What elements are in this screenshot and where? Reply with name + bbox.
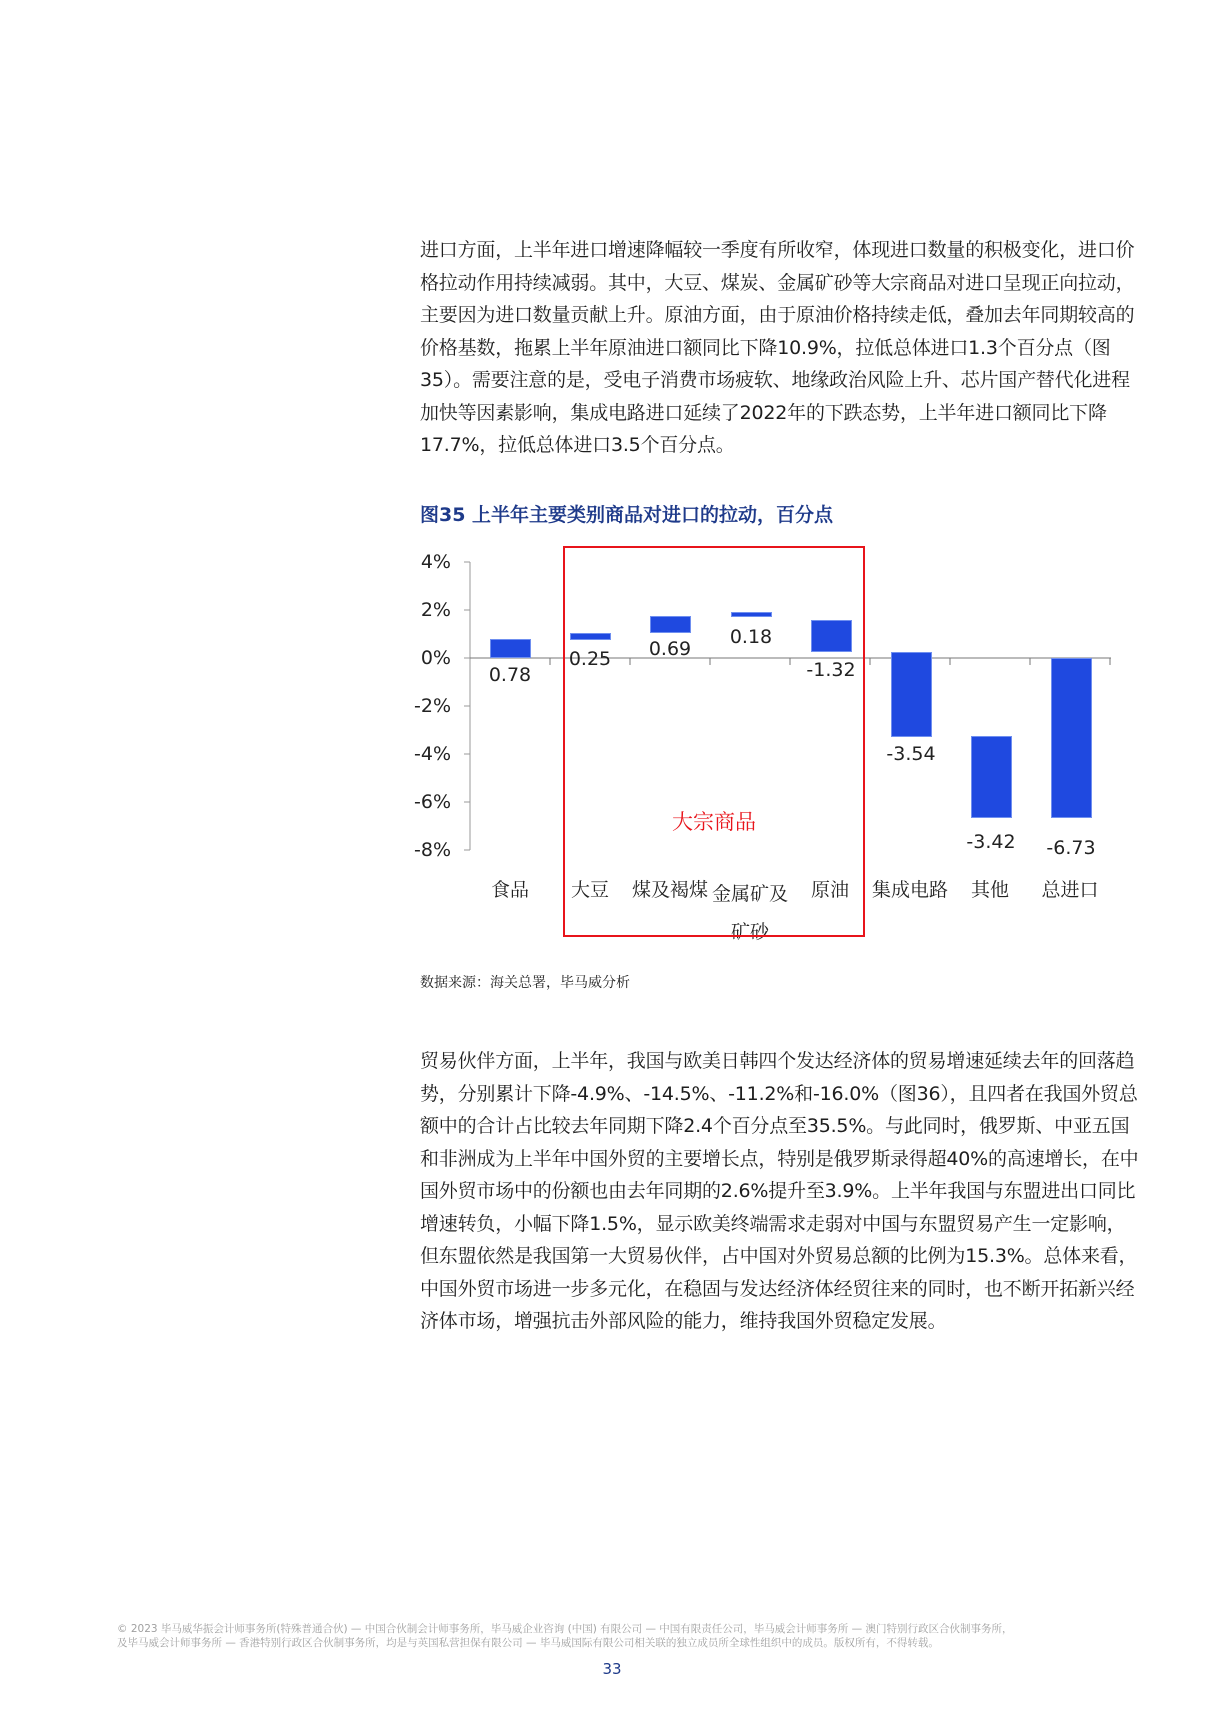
value-label-metal-ore: 0.18: [729, 626, 773, 648]
bar-soybean: [570, 633, 611, 640]
footer-copyright: [117, 1622, 1117, 1650]
x-label-other: 其他: [970, 879, 1009, 901]
y-tick-4: 4%: [420, 551, 451, 573]
x-label-total-import: 总进口: [1041, 879, 1099, 901]
y-tick-neg8: -8%: [414, 839, 451, 861]
x-label-crude-oil: 原油: [810, 879, 849, 901]
y-tick-neg2: -2%: [414, 695, 451, 717]
y-tick-2: 2%: [420, 599, 451, 621]
value-label-integrated-circuit: -3.54: [886, 743, 936, 765]
bar-metal-ore: [731, 612, 772, 617]
y-tick-neg4: -4%: [414, 743, 451, 765]
y-tick-neg6: -6%: [414, 791, 451, 813]
x-label-integrated-circuit: 集成电路: [871, 879, 948, 901]
value-label-total-import: -6.73: [1046, 837, 1096, 859]
x-label-coal: 煤及褐煤: [631, 879, 708, 901]
commodities-highlight-box: [563, 546, 865, 937]
x-label-metal-ore-line2: 矿砂: [730, 921, 769, 943]
figure-title: 图35 上半年主要类别商品对进口的拉动，百分点: [420, 504, 834, 526]
bar-other: [971, 736, 1012, 818]
footer-line-1: © 2023 毕马威华振会计师事务所(特殊普通合伙) — 中国合伙制会计师事务所，毕马威企业咨询 (中国) 有限公司 — 中国有限责任公司，毕马威会计师事务所 — 澳门特别行政区合伙制事务所，: [117, 1623, 1013, 1635]
bar-coal: [650, 616, 691, 633]
bar-food: [490, 639, 531, 658]
value-label-food: 0.78: [488, 664, 532, 686]
paragraph-trade-partners: [420, 1045, 1140, 1338]
x-label-food: 食品: [490, 879, 529, 901]
bar-integrated-circuit: [891, 652, 932, 737]
bar-total-import: [1051, 658, 1092, 818]
value-label-coal: 0.69: [648, 638, 692, 660]
x-label-metal-ore: [710, 875, 790, 951]
figure-source: 数据来源：海关总署，毕马威分析: [420, 975, 630, 991]
commodities-highlight-label: 大宗商品: [672, 810, 756, 834]
footer-line-2: 及毕马威会计师事务所 — 香港特别行政区合伙制事务所，均是与英国私营担保有限公司 — 毕马威国际有限公司相关联的独立成员所全球性组织中的成员。版权所有，不得转载。: [117, 1637, 939, 1649]
page-number: 33: [602, 1660, 622, 1678]
paragraph-trade-partners-text: 贸易伙伴方面，上半年，我国与欧美日韩四个发达经济体的贸易增速延续去年的回落趋势，分别累计下降-4.9%、-14.5%、-11.2%和-16.0%（图36），且四者在我国外贸总额中的合计占比较去年同期下降2.4个百分点至35.5%。与此同时，俄罗斯、中亚五国和非洲成为上半年中国外贸的主要增长点，特别是俄罗斯录得超40%的高速增长，在中国外贸市场中的份额也由去年同期的2.6%提升至3.9%。上半年我国与东盟进出口同比增速转负，小幅下降1.5%，显示欧美终端需求走弱对中国与东盟贸易产生一定影响，但东盟依然是我国第一大贸易伙伴，占中国对外贸易总额的比例为15.3%。总体来看，中国外贸市场进一步多元化，在稳固与发达经济体经贸往来的同时，也不断开拓新兴经济体市场，增强抗击外部风险的能力，维持我国外贸稳定发展。: [420, 1050, 1139, 1332]
bar-crude-oil: [811, 620, 852, 652]
paragraph-imports-text: 进口方面，上半年进口增速降幅较一季度有所收窄，体现进口数量的积极变化，进口价格拉动作用持续减弱。其中，大豆、煤炭、金属矿砂等大宗商品对进口呈现正向拉动，主要因为进口数量贡献上升。原油方面，由于原油价格持续走低，叠加去年同期较高的价格基数，拖累上半年原油进口额同比下降10.9%，拉低总体进口1.3个百分点（图35）。需要注意的是，受电子消费市场疲软、地缘政治风险上升、芯片国产替代化进程加快等因素影响，集成电路进口延续了2022年的下跌态势，上半年进口额同比下降17.7%，拉低总体进口3.5个百分点。: [420, 239, 1135, 456]
x-label-metal-ore-line1: 金属矿及: [711, 883, 788, 905]
y-tick-0: 0%: [420, 647, 451, 669]
paragraph-imports: [420, 234, 1140, 462]
value-label-soybean: 0.25: [568, 648, 612, 670]
x-label-soybean: 大豆: [570, 879, 609, 901]
value-label-other: -3.42: [966, 831, 1016, 853]
value-label-crude-oil: -1.32: [806, 659, 856, 681]
